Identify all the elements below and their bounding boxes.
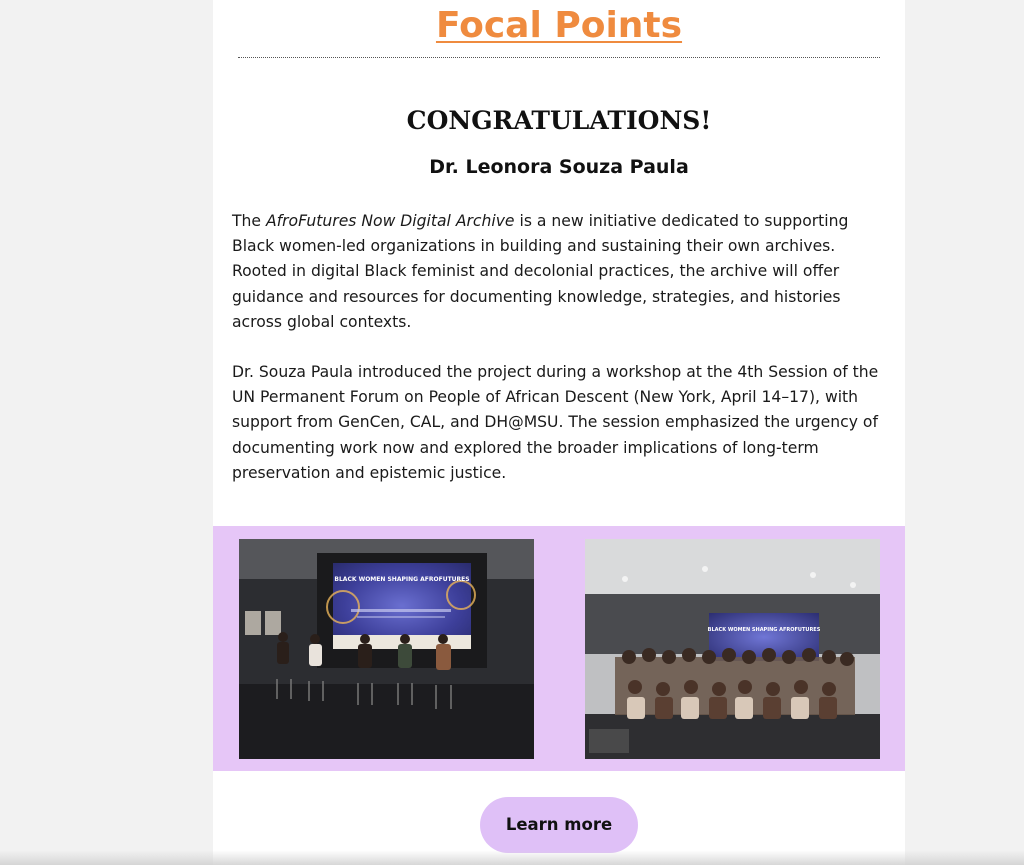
archive-name: AfroFutures Now Digital Archive	[265, 212, 515, 230]
dotted-divider	[238, 57, 880, 58]
newsletter-body	[213, 0, 905, 865]
bottom-fade	[0, 850, 1024, 865]
section-title-link[interactable]: Focal Points	[435, 5, 683, 46]
intro-paragraph	[232, 209, 892, 335]
congratulations-heading: CONGRATULATIONS!	[406, 106, 712, 135]
left-screen-text: BLACK WOMEN SHAPING AFROFUTURES	[334, 576, 470, 583]
right-screen-text: BLACK WOMEN SHAPING AFROFUTURES	[707, 627, 821, 633]
group-photo	[585, 539, 880, 759]
photo-band	[213, 526, 905, 771]
learn-more-button[interactable]: Learn more	[480, 797, 638, 853]
workshop-paragraph: Dr. Souza Paula introduced the project during a workshop at the 4th Session of the UN Permanent Forum on People of African Descent (New York, April 14–17), with support from GenCen, CAL, and DH@MSU. The session emphasized the urgency of documenting work now and explored the broader implications of long-term preservation and epistemic justice.	[232, 363, 879, 482]
intro-prefix: The	[232, 212, 266, 230]
honoree-name: Dr. Leonora Souza Paula	[429, 156, 689, 178]
intro-body: is a new initiative dedicated to supporting Black women-led organizations in building and sustaining their own archives. Rooted in digital Black feminist and decolonial practices, the archive will offer guidance and resources for documenting knowledge, strategies, and histories across global contexts.	[232, 212, 849, 331]
panel-photo	[239, 539, 534, 759]
